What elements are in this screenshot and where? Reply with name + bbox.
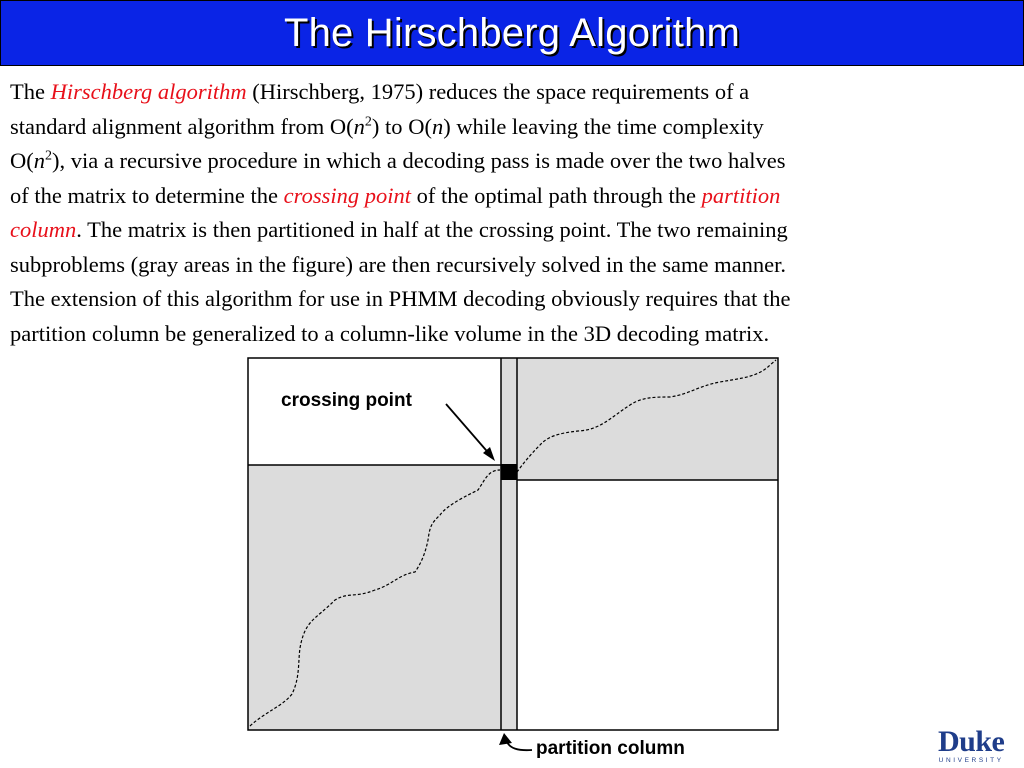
text-span: of the optimal path through the: [410, 182, 702, 208]
slide-title: The Hirschberg Algorithm: [283, 11, 741, 55]
crossing-point-marker: [501, 464, 517, 480]
partition-arrow-line: [507, 742, 532, 750]
term-partition: partition: [701, 182, 781, 208]
text-line-6: subproblems (gray areas in the figure) are then recursively solved in the same manner.: [10, 251, 786, 277]
paren: (: [424, 113, 432, 139]
gray-subproblem-upper-right: [517, 358, 778, 480]
exponent: 2: [364, 114, 372, 129]
var-n: n: [431, 113, 444, 139]
paren: ): [371, 113, 380, 139]
big-o: O: [329, 113, 347, 139]
duke-university-logo: [938, 725, 1005, 766]
paren: (: [346, 113, 354, 139]
partition-arrowhead: [499, 733, 512, 745]
var-n: n: [353, 113, 365, 139]
crossing-point-arrow-line: [446, 404, 492, 457]
text-span: of the matrix to determine the: [10, 182, 284, 208]
text-span: (Hirschberg, 1975) reduces the space requirements of a: [246, 79, 750, 104]
text-span: standard alignment algorithm from: [10, 113, 330, 139]
text-line-7: The extension of this algorithm for use in PHMM decoding obviously requires that the: [10, 286, 791, 311]
text-span: . The matrix is then partitioned in half at the crossing point. The two remaining: [76, 217, 788, 242]
paren: ): [52, 148, 60, 173]
term-column: column: [10, 217, 77, 242]
partition-column-label: partition column: [536, 738, 685, 759]
partition-column: [501, 358, 517, 730]
text-span: , via a recursive procedure in which a decoding pass is made over the two halves: [59, 148, 786, 173]
paren: ): [443, 113, 451, 139]
text-span: The: [10, 79, 51, 104]
text-span: to: [379, 113, 409, 139]
big-o: O: [10, 148, 27, 173]
term-crossing-point: crossing point: [283, 182, 411, 208]
exponent: 2: [45, 148, 52, 164]
text-span: while leaving the time complexity: [450, 113, 764, 139]
paren: (: [26, 148, 34, 173]
term-hirschberg-algorithm: Hirschberg algorithm: [50, 79, 247, 104]
crossing-point-label: crossing point: [281, 390, 412, 411]
logo-wordmark: Duke: [938, 725, 1005, 758]
var-n: n: [33, 148, 45, 173]
gray-subproblem-lower-left: [248, 465, 501, 730]
text-line-8: partition column be generalized to a column-like volume in the 3D decoding matrix.: [10, 320, 770, 346]
logo-subtitle: UNIVERSITY: [938, 757, 1004, 764]
big-o: O: [408, 113, 425, 139]
